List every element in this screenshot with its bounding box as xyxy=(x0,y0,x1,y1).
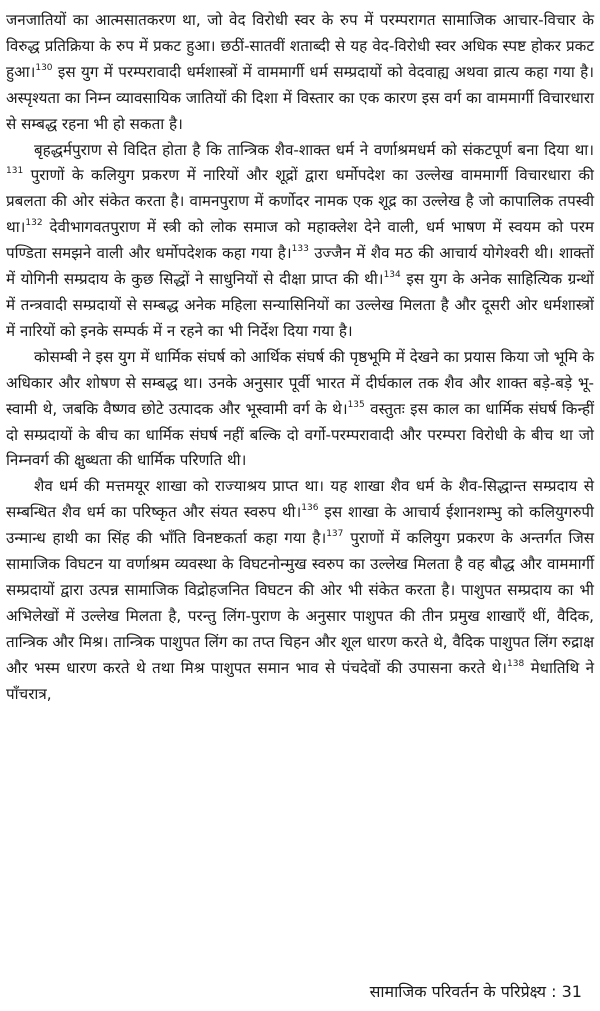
footnote-marker: 138 xyxy=(507,658,525,669)
footnote-marker: 136 xyxy=(301,503,319,514)
running-footer: सामाजिक परिवर्तन के परिप्रेक्ष्य : 31 xyxy=(369,982,582,1001)
body-text xyxy=(6,8,594,707)
footnote-marker: 132 xyxy=(25,218,43,229)
text-run: शैव धर्म की मत्तमयूर शाखा को राज्याश्रय प्राप्त था। यह शाखा शैव धर्म के शैव-सिद्धान्त सम्प्रदाय से सम्बन्धित शैव धर्म का परिष्कृत और संयत स्वरुप थी। xyxy=(6,477,594,522)
text-run: देवीभागवतपुराण में स्त्री को लोक समाज को महाक्लेश देने वाली, धर्म भाषण में स्वयम को परम पण्डिता समझने वाली और धर्मोपदेशक कहा गया है। xyxy=(6,218,594,263)
text-run: इस शाखा के आचार्य ईशानशम्भु को कलियुगरुपी उन्मान्ध हाथी का सिंह की भाँति विनष्टकर्ता कहा गया है। xyxy=(6,503,594,548)
paragraph xyxy=(6,345,594,475)
text-run: पुराणों में कलियुग प्रकरण के अन्तर्गत जिस सामाजिक विघटन या वर्णाश्रम व्यवस्था के विघटनोन्मुख स्वरुप का उल्लेख मिलता है वह बौद्ध और वाममार्गी सम्प्रदायों द्वारा उत्पन्न सामाजिक विद्रोहजनित विघटन की ओर भी संकेत करता है। पाशुपत सम्प्रदाय का भी अभिलेखों में उल्लेख मिलता है, परन्तु लिंग-पुराण के अनुसार पाशुपत की तीन प्रमुख शाखाएँ थीं, वैदिक, तान्त्रिक और मिश्र। तान्त्रिक पाशुपत लिंग का तप्त चिहन और शूल धारण करते थे, वैदिक पाशुपत लिंग रुद्राक्ष और भस्म धारण करते थे तथा मिश्र पाशुपत समान भाव से पंचदेवों की उपासना करते थे। xyxy=(6,529,595,677)
text-run: कोसम्बी ने इस युग में धार्मिक संघर्ष को आर्थिक संघर्ष की पृष्ठभूमि में देखने का प्रयास किया जो भूमि के अधिकार और शोषण से सम्बद्ध था। उनके अनुसार पूर्वी भारत में दीर्घकाल तक शैव और शाक्त बड़े-बड़े भू-स्वामी थे, जबकि वैष्णव छोटे उत्पादक और भूस्वामी वर्ग के थे। xyxy=(6,347,594,418)
footnote-marker: 133 xyxy=(291,244,309,255)
footnote-marker: 137 xyxy=(326,529,344,540)
footnote-marker: 134 xyxy=(383,270,401,280)
text-run: जनजातियों का आत्मसातकरण था, जो वेद विरोधी स्वर के रुप में परम्परागत सामाजिक आचार-विचार के विरुद्ध प्रतिक्रिया के रुप में प्रकट हुआ। छठीं-सातवीं शताब्दी से यह वेद-विरोधी स्वर अधिक स्पष्ट होकर प्रकट हुआ। xyxy=(6,11,594,81)
text-run: इस युग के अनेक साहित्यिक ग्रन्थों में तन्त्रवादी सम्प्रदायों से सम्बद्ध अनेक महिला सन्यासिनियों का उल्लेख मिलता है और दूसरी ओर धर्मशास्त्रों में नारियों को इनके सम्पर्क में न रहने का भी निर्देश दिया गया है। xyxy=(6,270,594,340)
paragraph xyxy=(6,8,594,138)
text-run: इस युग में परम्परावादी धर्मशास्त्रों में वाममार्गी धर्म सम्प्रदायों को वेदवाह्य अथवा व्रात्य कहा गया है। अस्पृश्यता का निम्न व्यावसायिक जातियों की दिशा में विस्तार का एक कारण इस वर्ग का वाममार्गी विचारधारा से सम्बद्ध रहना भी हो सकता है। xyxy=(6,62,594,133)
text-run: पुराणों के कलियुग प्रकरण में नारियों और शूद्रों द्वारा धर्मोपदेश का उल्लेख वाममार्गी विचारधारा की प्रबलता की ओर संकेत करता है। वामनपुराण में कर्णोदर नामक एक शूद्र का उल्लेख है जो कापालिक तपस्वी था। xyxy=(6,166,594,237)
footnote-marker: 130 xyxy=(35,62,53,73)
paragraph xyxy=(6,138,594,345)
footnote-marker: 131 xyxy=(6,166,24,177)
document-page xyxy=(6,8,594,1003)
text-run: बृहद्धर्मपुराण से विदित होता है कि तान्त्रिक शैव-शाक्त धर्म ने वर्णाश्रमधर्म को संकटपूर्ण बना दिया था। xyxy=(34,140,594,159)
footnote-marker: 135 xyxy=(347,399,365,410)
text-run: उज्जैन में शैव मठ की आचार्य योगेश्वरी थी। शाक्तों में योगिनी सम्प्रदाय के कुछ सिद्धों ने साधुनियों से दीक्षा प्राप्त की थी। xyxy=(6,244,594,289)
text-run: वस्तुतः इस काल का धार्मिक संघर्ष किन्हीं दो सम्प्रदायों के बीच का धार्मिक संघर्ष नहीं बल्कि दो वर्गो-परम्परावादी और परम्परा विरोधी के बीच था जो निम्नवर्ग की क्षुब्धता की धार्मिक परिणति थी। xyxy=(6,399,594,470)
text-run: मेधातिथि ने पाँचरात्र, xyxy=(6,658,594,703)
paragraph xyxy=(6,474,594,707)
